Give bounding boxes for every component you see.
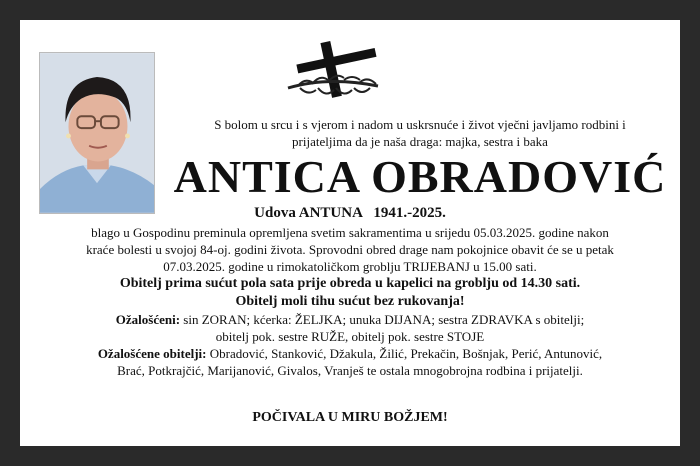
announcement-line-1: blago u Gospodinu preminula opremljena svetim sakramentima u srijedu 05.03.2025. godine nakon	[91, 225, 609, 240]
intro-text	[170, 116, 670, 150]
deceased-name: ANTICA OBRADOVIĆ	[173, 151, 667, 202]
life-years: 1941.-2025.	[373, 205, 446, 221]
families-line-2: Brać, Potkrajčić, Marijanović, Givalos, Vranješ te ostala mnogobrojna rodbina i prijatelji.	[117, 363, 583, 378]
intro-line-1: S bolom u srcu i s vjerom i nadom u uskrsnuće i život vječni javljamo rodbini i	[214, 117, 626, 132]
obituary-body	[24, 224, 676, 379]
families-label: Ožalošćene obitelji:	[97, 346, 207, 361]
deceased-subtitle	[160, 204, 540, 222]
mourners-line-1	[24, 311, 676, 328]
announcement-line-2: kraće bolesti u svojoj 84-oj. godini života. Sprovodni obred drage nam pokojnice obavit će se u petak	[86, 242, 614, 257]
widow-label: Udova	[254, 205, 296, 221]
portrait-illustration	[40, 53, 154, 213]
intro-line-2: prijateljima da je naša draga: majka, sestra i baka	[292, 134, 548, 149]
cross-with-palm-icon	[278, 36, 398, 100]
condolence-line-2: Obitelj moli tihu sućut bez rukovanja!	[235, 294, 465, 309]
closing-blessing: POČIVALA U MIRU BOŽJEM!	[252, 410, 448, 425]
announcement-line-3: 07.03.2025. godine u rimokatoličkom groblju TRIJEBANJ u 15.00 sati.	[163, 259, 537, 274]
mourners-line-2: obitelj pok. sestre RUŽE, obitelj pok. sestre STOJE	[215, 329, 485, 344]
obituary-card	[20, 20, 680, 446]
families-text-1: Obradović, Stanković, Džakula, Žilić, Prekačin, Bošnjak, Perić, Antunović,	[209, 346, 603, 361]
mourners-text-1: sin ZORAN; kćerka: ŽELJKA; unuka DIJANA; sestra ZDRAVKA s obitelji;	[183, 312, 585, 327]
condolence-line-1: Obitelj prima sućut pola sata prije obreda u kapelici na groblju od 14.30 sati.	[119, 276, 581, 291]
husband-name: ANTUNA	[298, 205, 363, 221]
mourners-label: Ožalošćeni:	[115, 312, 181, 327]
portrait-photo	[39, 52, 155, 214]
families-line-1	[24, 345, 676, 362]
